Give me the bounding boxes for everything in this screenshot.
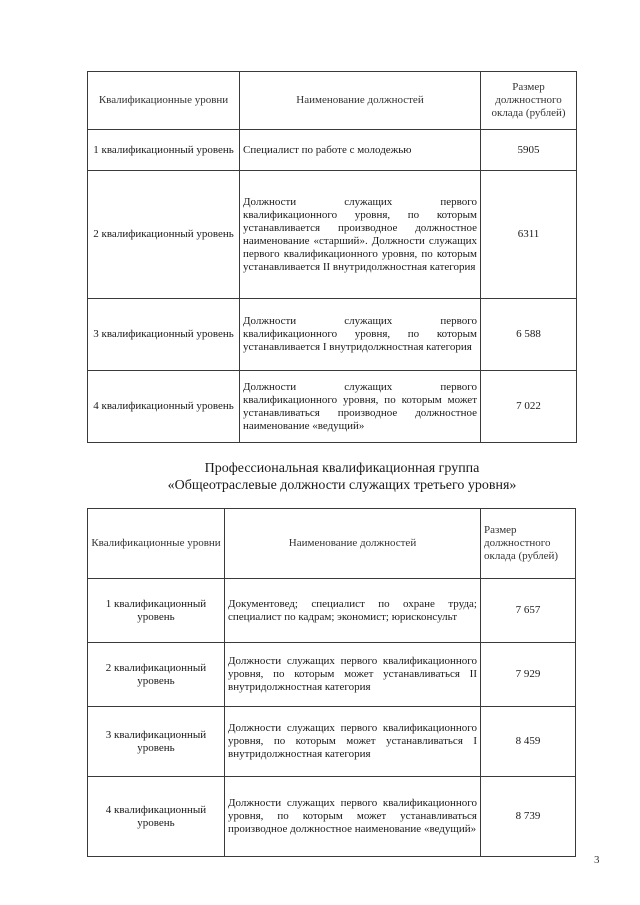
table-row: [88, 707, 576, 777]
position-cell: Должности служащих первого квалификационного уровня, по которым может устанавливаться I внутридолжностная категория: [225, 707, 481, 777]
position-cell: Специалист по работе с молодежью: [240, 130, 481, 171]
table-row: [88, 777, 576, 857]
position-cell: Должности служащих первого квалификационного уровня, по которым может устанавливаться производное должностное наименование «ведущий»: [225, 777, 481, 857]
header-name: Наименование должностей: [240, 72, 481, 130]
position-cell: Должности служащих первого квалификационного уровня, по которым может устанавливаться производное должностное наименование «ведущий»: [240, 371, 481, 443]
salary-cell: 7 929: [481, 643, 576, 707]
salary-cell: 8 739: [481, 777, 576, 857]
header-salary: Размер должностного оклада (рублей): [481, 509, 576, 579]
salary-cell: 7 022: [481, 371, 577, 443]
header-level: Квалификационные уровни: [88, 72, 240, 130]
salary-cell: 6311: [481, 171, 577, 299]
position-cell: Должности служащих первого квалификационного уровня, по которым устанавливается I внутридолжностная категория: [240, 299, 481, 371]
header-salary: Размер должностного оклада (рублей): [481, 72, 577, 130]
level-cell: 4 квалификационный уровень: [88, 371, 240, 443]
level-cell: 2 квалификационный уровень: [88, 643, 225, 707]
salary-table-third-level: [87, 508, 576, 857]
position-cell: Должности служащих первого квалификационного уровня, по которым может устанавливаться II внутридолжностная категория: [225, 643, 481, 707]
table-row: [88, 130, 577, 171]
level-cell: 3 квалификационный уровень: [88, 707, 225, 777]
header-level: Квалификационные уровни: [88, 509, 225, 579]
level-cell: 3 квалификационный уровень: [88, 299, 240, 371]
level-cell: 1 квалификационный уровень: [88, 130, 240, 171]
level-cell: 4 квалификационный уровень: [88, 777, 225, 857]
salary-cell: 5905: [481, 130, 577, 171]
salary-cell: 7 657: [481, 579, 576, 643]
section-title: Профессиональная квалификационная группа: [204, 461, 480, 476]
table-row: [88, 171, 577, 299]
table-header-row: [88, 509, 576, 579]
level-cell: 1 квалификационный уровень: [88, 579, 225, 643]
table-row: [88, 371, 577, 443]
position-cell: Должности служащих первого квалификационного уровня, по которым устанавливается производное должностное наименование «старший». Должности служащих первого квалификационного уровня, по которым устанавливается II внутридолжностная категория: [240, 171, 481, 299]
table-row: [88, 299, 577, 371]
table-header-row: [88, 72, 577, 130]
table-row: [88, 643, 576, 707]
header-name: Наименование должностей: [225, 509, 481, 579]
salary-cell: 6 588: [481, 299, 577, 371]
salary-cell: 8 459: [481, 707, 576, 777]
section-subtitle: «Общеотраслевые должности служащих третьего уровня»: [167, 478, 517, 493]
level-cell: 2 квалификационный уровень: [88, 171, 240, 299]
page-number: 3: [594, 854, 600, 866]
position-cell: Документовед; специалист по охране труда; специалист по кадрам; экономист; юрисконсульт: [225, 579, 481, 643]
table-row: [88, 579, 576, 643]
salary-table-second-level: [87, 71, 577, 443]
